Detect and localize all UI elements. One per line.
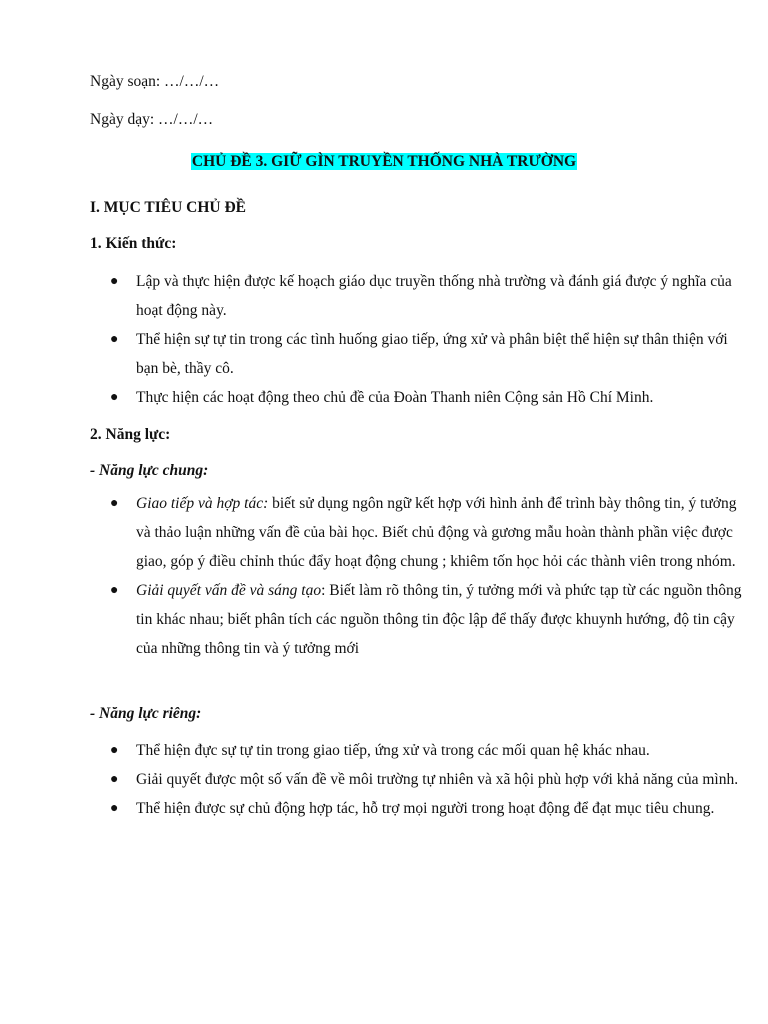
- bullet-icon: ●: [110, 772, 119, 787]
- list-item: ● Lập và thực hiện được kế hoạch giáo dục truyền thống nhà trường và đánh giá được ý nghĩa của hoạt động này.: [136, 267, 748, 325]
- item-label: Giao tiếp và hợp tác:: [136, 495, 269, 512]
- list-item: [110, 576, 748, 663]
- item-label: Giải quyết vấn đề và sáng tạo: [136, 582, 322, 599]
- bullet-icon: ●: [110, 390, 119, 405]
- list-item: [110, 489, 748, 576]
- bullet-icon: ●: [110, 743, 119, 758]
- bullet-icon: ●: [110, 496, 119, 511]
- heading-kien-thuc: 1. Kiến thức:: [90, 235, 177, 252]
- list-item: ● Thể hiện sự tự tin trong các tình huống giao tiếp, ứng xử và phân biệt thể hiện sự thân thiện với bạn bè, thầy cô.: [136, 325, 748, 383]
- bullet-icon: ●: [110, 274, 119, 289]
- list-item: ● Thực hiện các hoạt động theo chủ đề của Đoàn Thanh niên Cộng sản Hồ Chí Minh.: [136, 383, 748, 412]
- ngay-soan: Ngày soạn: …/…/…: [90, 73, 220, 90]
- section-heading-muc-tieu: I. MỤC TIÊU CHỦ ĐỀ: [90, 199, 247, 216]
- nang-luc-rieng-list: [110, 736, 748, 823]
- heading-nang-luc: 2. Năng lực:: [90, 426, 171, 443]
- document-title: CHỦ ĐỀ 3. GIỮ GÌN TRUYỀN THỐNG NHÀ TRƯỜNG: [191, 153, 577, 170]
- item-text: : Biết làm rõ thông tin, ý tưởng mới và phức tạp từ các nguồn thông tin khác nhau; biết phân tích các nguồn thông tin độc lập để thấy được khuynh hướng, độ tin cậy của những thông tin và ý tưởng mới: [136, 582, 742, 657]
- list-item: ● Thể hiện được sự chủ động hợp tác, hỗ trợ mọi người trong hoạt động để đạt mục tiêu chung.: [136, 794, 748, 823]
- title-row: [0, 152, 768, 172]
- list-item: ● Giải quyết được một số vấn đề về môi trường tự nhiên và xã hội phù hợp với khả năng của mình.: [136, 765, 748, 794]
- bullet-icon: ●: [110, 332, 119, 347]
- ngay-day: Ngày dạy: …/…/…: [90, 111, 214, 128]
- bullet-icon: ●: [110, 801, 119, 816]
- bullet-icon: ●: [110, 583, 119, 598]
- kien-thuc-list: [110, 267, 748, 412]
- list-item: ● Thể hiện đực sự tự tin trong giao tiếp, ứng xử và trong các mối quan hệ khác nhau.: [136, 736, 748, 765]
- nang-luc-chung-list: [110, 489, 748, 663]
- item-text: biết sử dụng ngôn ngữ kết hợp với hình ảnh để trình bày thông tin, ý tưởng và thảo luận những vấn đề của bài học. Biết chủ động và gương mẫu hoàn thành phần việc được giao, góp ý điều chỉnh thúc đẩy hoạt động chung ; khiêm tốn học hỏi các thành viên trong nhóm.: [136, 495, 737, 570]
- heading-nang-luc-chung: - Năng lực chung:: [90, 462, 209, 479]
- heading-nang-luc-rieng: - Năng lực riêng:: [90, 705, 202, 722]
